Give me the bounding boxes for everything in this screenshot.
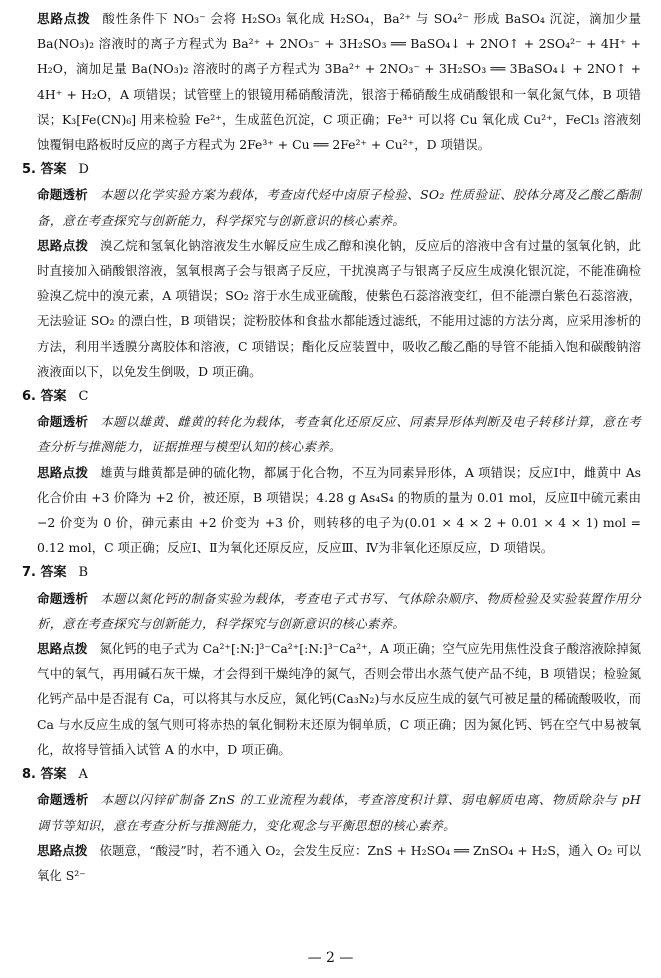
question-number: 6. <box>22 389 36 405</box>
hint-paragraph <box>22 233 641 384</box>
paragraph-text: 本题以闪锌矿制备 ZnS 的工业流程为载体，考查溶度积计算、弱电解质电离、物质除杂与 pH 调节等知识，意在考查分析与推测能力，变化观念与平衡思想的核心素养。 <box>37 792 641 833</box>
section-tag: 命题透析 <box>37 187 88 203</box>
paragraph-text: 雄黄与雌黄都是砷的硫化物，都属于化合物，不互为同素异形体，A 项错误；反应Ⅰ中，雌黄中 As 化合价由 +3 价降为 +2 价，被还原，B 项错误；4.28 g As₄S₄ 的物质的量为 0.01 mol，反应Ⅱ中硫元素由 −2 价变为 0 价，砷元素由 +2 价变为 +3 价，则转移的电子为(0.01 × 4 × 2 + 0.01 × 4 × 1) mol = 0.12 mol，C 项正确；反应Ⅰ、Ⅱ为氧化还原反应，反应Ⅲ、Ⅳ为非氧化还原反应，D 项错误。 <box>37 464 641 556</box>
section-tag: 命题透析 <box>37 590 89 606</box>
paragraph-text: 溴乙烷和氢氧化钠溶液发生水解反应生成乙醇和溴化钠，反应后的溶液中含有过量的氢氧化钠，此时直接加入硝酸银溶液，氢氧根离子会与银离子反应，干扰溴离子与银离子反应生成溴化银沉淀，不能准确检验溴乙烷中的溴元素，A 项错误；SO₂ 溶于水生成亚硫酸，使紫色石蕊溶液变红，但不能漂白紫色石蕊溶液，无法验证 SO₂ 的漂白性，B 项错误；淀粉胶体和食盐水都能透过滤纸，不能用过滤的方法分离，应采用渗析的方法，利用半透膜分离胶体和溶液，C 项错误；酯化反应装置中，吸收乙酸乙酯的导管不能插入饱和碳酸钠溶液液面以下，以免发生倒吸，D 项正确。 <box>37 237 642 379</box>
section-tag: 思路点拨 <box>37 11 91 26</box>
paragraph-text: 氮化钙的电子式为 Ca²⁺[:N:]³⁻Ca²⁺[:N:]³⁻Ca²⁺，A 项正确；空气应先用焦性没食子酸溶液除掉氮气中的氧气，再用碱石灰干燥，才会得到干燥纯净的氮气，否则会带出水蒸气使产品不纯，B 项错误；检验氮化钙产品中是否混有 Ca，可以将其与水反应，氮化钙(Ca₃N₂)与水反应生成的氨气可被足量的稀硫酸吸收，而 Ca 与水反应生成的氢气则可将赤热的氧化铜粉末还原为铜单质，C 项正确；因为氮化钙、钙在空气中易被氧化，故将导管插入试管 A 的水中，D 项正确。 <box>37 641 641 757</box>
hint-paragraph <box>22 636 641 762</box>
paragraph-text: 酸性条件下 NO₃⁻ 会将 H₂SO₃ 氧化成 H₂SO₄，Ba²⁺ 与 SO₄²⁻ 形成 BaSO₄ 沉淀，滴加少量 Ba(NO₃)₂ 溶液时的离子方程式为 Ba²⁺ + 2NO₃⁻ + 3H₂SO₃ ══ BaSO₄↓ + 2NO↑ + 2SO₄²⁻ + 4H⁺ + H₂O，滴加足量 Ba(NO₃)₂ 溶液时的离子方程式为 3Ba²⁺ + 2NO₃⁻ + 3H₂SO₃ ══ 3BaSO₄↓ + 2NO↑ + 4H⁺ + H₂O，A 项错误；试管壁上的银镜用稀硝酸清洗，银溶于稀硝酸生成硝酸银和一氧化氮气体，B 项错误；K₃[Fe(CN)₆] 用来检验 Fe²⁺，生成蓝色沉淀，C 项正确；Fe³⁺ 可以将 Cu 氧化成 Cu²⁺，FeCl₃ 溶液刻蚀覆铜电路板时反应的离子方程式为 2Fe³⁺ + Cu ══ 2Fe²⁺ + Cu²⁺，D 项错误。 <box>37 11 641 153</box>
section-tag: 思路点拨 <box>37 464 89 480</box>
answer-heading <box>22 384 641 409</box>
paragraph-text: 本题以雄黄、雌黄的转化为载体，考查氧化还原反应、同素异形体判断及电子转移计算，意在考查分析与推测能力，证据推理与模型认知的核心素养。 <box>37 414 641 455</box>
answer-label: 答案 <box>40 767 67 783</box>
answer-letter: B <box>78 565 89 581</box>
paragraph-text: 本题以化学实验方案为载体，考查卤代烃中卤原子检验、SO₂ 性质验证、胶体分离及乙酸乙酯制备，意在考查探究与创新能力，科学探究与创新意识的核心素养。 <box>37 187 641 228</box>
analysis-paragraph <box>22 586 641 636</box>
question-number: 5. <box>22 162 36 178</box>
answer-label: 答案 <box>40 389 67 405</box>
hint-paragraph <box>22 6 641 157</box>
analysis-paragraph <box>22 182 641 232</box>
answer-letter: D <box>78 162 89 178</box>
answer-letter: C <box>78 389 89 405</box>
analysis-paragraph <box>22 787 641 837</box>
answer-heading <box>22 157 641 182</box>
section-tag: 命题透析 <box>37 414 89 430</box>
section-tag: 思路点拨 <box>37 641 88 657</box>
answer-letter: A <box>78 767 88 783</box>
question-number: 8. <box>22 767 36 783</box>
analysis-paragraph <box>22 409 641 459</box>
hint-paragraph <box>22 838 641 888</box>
section-tag: 思路点拨 <box>37 842 88 858</box>
answer-heading <box>22 560 641 585</box>
question-number: 7. <box>22 565 36 581</box>
page-number: — 2 — <box>307 950 354 966</box>
answer-heading <box>22 762 641 787</box>
section-tag: 思路点拨 <box>37 237 89 253</box>
hint-paragraph <box>22 460 641 561</box>
paragraph-text: 依题意，“酸浸”时，若不通入 O₂，会发生反应：ZnS + H₂SO₄ ══ ZnSO₄ + H₂S，通入 O₂ 可以氧化 S²⁻ <box>37 842 642 883</box>
answer-label: 答案 <box>40 565 67 581</box>
paragraph-text: 本题以氮化钙的制备实验为载体，考查电子式书写、气体除杂顺序、物质检验及实验装置作用分析，意在考查探究与创新能力，科学探究与创新意识的核心素养。 <box>37 590 641 631</box>
answer-label: 答案 <box>40 162 67 178</box>
section-tag: 命题透析 <box>37 792 89 808</box>
